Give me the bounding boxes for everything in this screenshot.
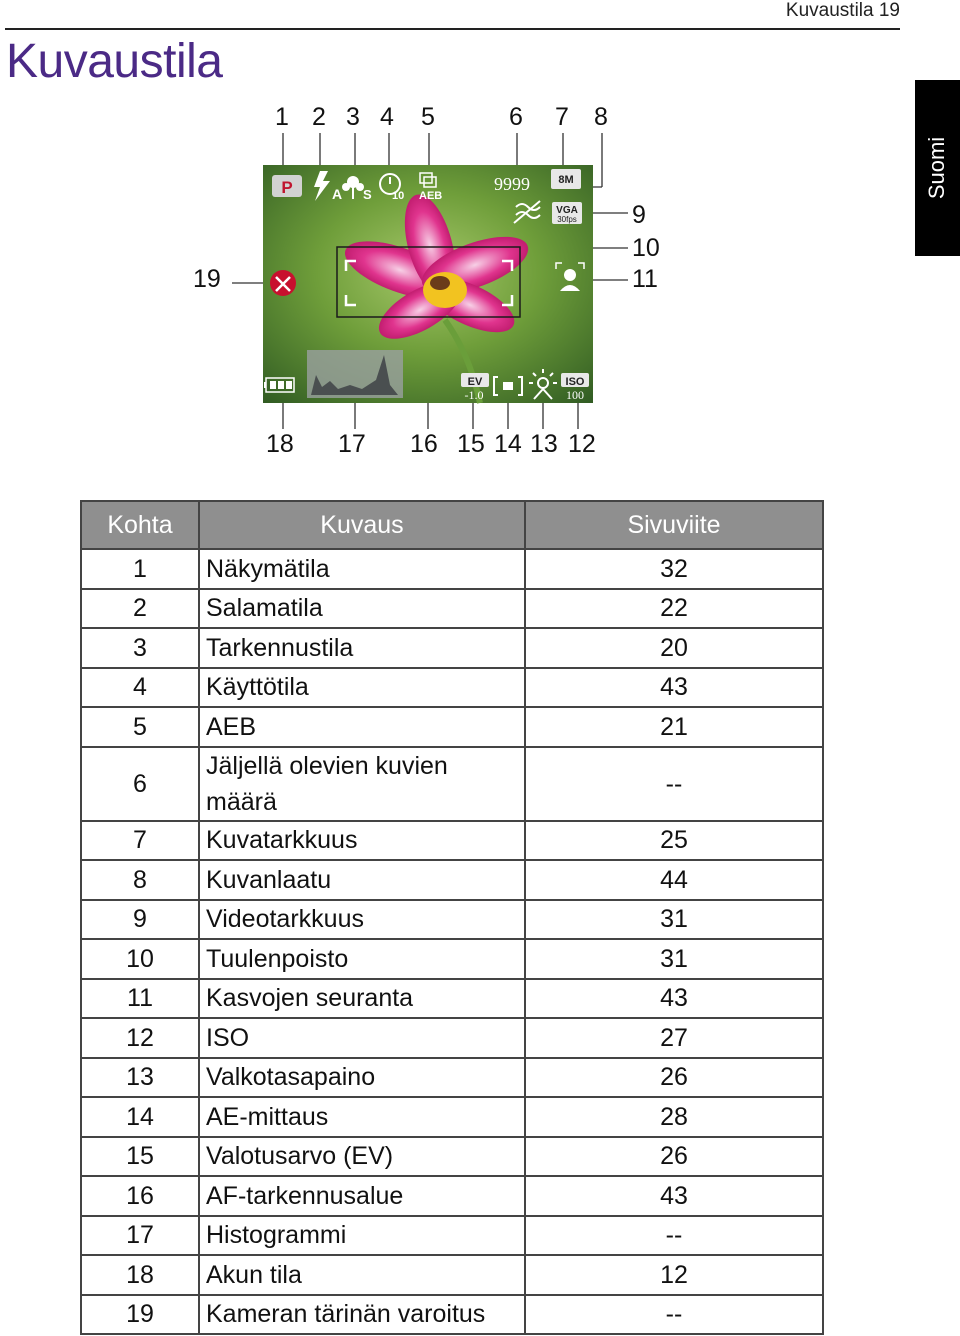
- callout-9: 9: [632, 201, 646, 229]
- callout-3: 3: [346, 103, 360, 131]
- header-rule: [5, 28, 900, 30]
- row-description: Tuulenpoisto: [199, 939, 525, 979]
- row-number: 3: [81, 628, 199, 668]
- callout-1: 1: [275, 103, 289, 131]
- callout-16: 16: [410, 430, 438, 458]
- row-number: 14: [81, 1097, 199, 1137]
- table-row: [81, 900, 823, 940]
- language-tab-label: Suomi: [924, 136, 950, 200]
- row-number: 17: [81, 1216, 199, 1256]
- row-description: Kasvojen seuranta: [199, 979, 525, 1019]
- row-page-ref: 12: [525, 1255, 823, 1295]
- row-description: Tarkennustila: [199, 628, 525, 668]
- row-number: 15: [81, 1137, 199, 1177]
- table-row: [81, 979, 823, 1019]
- callout-12: 12: [568, 430, 596, 458]
- callout-13: 13: [530, 430, 558, 458]
- table-row: [81, 589, 823, 629]
- row-page-ref: --: [525, 1295, 823, 1335]
- callout-19: 19: [193, 265, 221, 293]
- table-row: [81, 1176, 823, 1216]
- table-row: [81, 668, 823, 708]
- table-header-row: [81, 501, 823, 549]
- callout-6: 6: [509, 103, 523, 131]
- header-kohta: Kohta: [81, 501, 199, 549]
- row-number: 9: [81, 900, 199, 940]
- row-number: 19: [81, 1295, 199, 1335]
- video-fps-label: 30fps: [557, 215, 577, 224]
- ev-label: EV: [467, 376, 483, 388]
- row-number: 4: [81, 668, 199, 708]
- row-page-ref: 25: [525, 821, 823, 861]
- row-number: 10: [81, 939, 199, 979]
- table-row: [81, 707, 823, 747]
- row-description: Valkotasapaino: [199, 1058, 525, 1098]
- row-page-ref: 26: [525, 1137, 823, 1177]
- row-number: 7: [81, 821, 199, 861]
- row-number: 8: [81, 860, 199, 900]
- row-page-ref: 43: [525, 1176, 823, 1216]
- callout-17: 17: [338, 430, 366, 458]
- callout-10: 10: [632, 234, 660, 262]
- row-page-ref: 26: [525, 1058, 823, 1098]
- row-number: 12: [81, 1018, 199, 1058]
- callout-8: 8: [594, 103, 608, 131]
- row-number: 6: [81, 747, 199, 821]
- row-page-ref: 27: [525, 1018, 823, 1058]
- row-description: Näkymätila: [199, 549, 525, 589]
- row-description: AF-tarkennusalue: [199, 1176, 525, 1216]
- row-page-ref: --: [525, 747, 823, 821]
- row-description: AE-mittaus: [199, 1097, 525, 1137]
- mode-icon-label: P: [281, 178, 293, 197]
- lcd-screen: [263, 165, 593, 403]
- table-row: [81, 747, 823, 821]
- row-description: Kuvatarkkuus: [199, 821, 525, 861]
- header-kuvaus: Kuvaus: [199, 501, 525, 549]
- flash-sub-label: A: [332, 186, 343, 202]
- ev-value: -1.0: [464, 388, 484, 402]
- timer-value-label: 10: [392, 190, 405, 202]
- row-description: ISO: [199, 1018, 525, 1058]
- iso-label: ISO: [565, 376, 585, 388]
- row-page-ref: 20: [525, 628, 823, 668]
- row-page-ref: 43: [525, 979, 823, 1019]
- callout-14: 14: [494, 430, 522, 458]
- row-page-ref: --: [525, 1216, 823, 1256]
- table-row: [81, 821, 823, 861]
- callout-2: 2: [312, 103, 326, 131]
- row-number: 18: [81, 1255, 199, 1295]
- callout-7: 7: [555, 103, 569, 131]
- row-description: Histogrammi: [199, 1216, 525, 1256]
- table-row: [81, 1255, 823, 1295]
- table-row: [81, 939, 823, 979]
- callout-18: 18: [266, 430, 294, 458]
- row-number: 16: [81, 1176, 199, 1216]
- row-description: AEB: [199, 707, 525, 747]
- row-page-ref: 31: [525, 900, 823, 940]
- table-row: [81, 1018, 823, 1058]
- table-row: [81, 1058, 823, 1098]
- row-description: Videotarkkuus: [199, 900, 525, 940]
- iso-value: 100: [566, 388, 584, 402]
- row-number: 1: [81, 549, 199, 589]
- focus-sub-label: S: [363, 187, 372, 202]
- row-description: Valotusarvo (EV): [199, 1137, 525, 1177]
- row-page-ref: 22: [525, 589, 823, 629]
- table-row: [81, 1137, 823, 1177]
- row-number: 13: [81, 1058, 199, 1098]
- row-description: Salamatila: [199, 589, 525, 629]
- video-res-label: VGA: [556, 205, 578, 216]
- table-row: [81, 860, 823, 900]
- header-sivuviite: Sivuviite: [525, 501, 823, 549]
- resolution-label: 8M: [558, 174, 574, 186]
- screen-svg: [0, 95, 960, 475]
- table-body: [81, 549, 823, 1334]
- table-row: [81, 1295, 823, 1335]
- callout-5: 5: [421, 103, 435, 131]
- row-page-ref: 21: [525, 707, 823, 747]
- histogram: [307, 350, 403, 398]
- row-page-ref: 43: [525, 668, 823, 708]
- table-row: [81, 1097, 823, 1137]
- row-number: 2: [81, 589, 199, 629]
- table-row: [81, 1216, 823, 1256]
- page-title: Kuvaustila: [6, 35, 223, 88]
- row-description: Käyttötila: [199, 668, 525, 708]
- row-description: Kuvanlaatu: [199, 860, 525, 900]
- row-description: Jäljellä olevien kuvien määrä: [199, 747, 525, 821]
- running-header: Kuvaustila 19: [785, 0, 900, 21]
- row-number: 11: [81, 979, 199, 1019]
- row-page-ref: 31: [525, 939, 823, 979]
- callout-15: 15: [457, 430, 485, 458]
- row-page-ref: 32: [525, 549, 823, 589]
- callout-4: 4: [380, 103, 394, 131]
- shake-warning-icon: [270, 270, 296, 296]
- row-page-ref: 28: [525, 1097, 823, 1137]
- callout-11: 11: [632, 265, 658, 293]
- table-row: [81, 628, 823, 668]
- table-row: [81, 549, 823, 589]
- row-description: Kameran tärinän varoitus: [199, 1295, 525, 1335]
- aeb-label: AEB: [419, 190, 443, 202]
- shots-remaining: 9999: [494, 174, 530, 194]
- row-number: 5: [81, 707, 199, 747]
- row-page-ref: 44: [525, 860, 823, 900]
- camera-screen-diagram: [0, 95, 960, 475]
- reference-table: [80, 500, 824, 1335]
- row-description: Akun tila: [199, 1255, 525, 1295]
